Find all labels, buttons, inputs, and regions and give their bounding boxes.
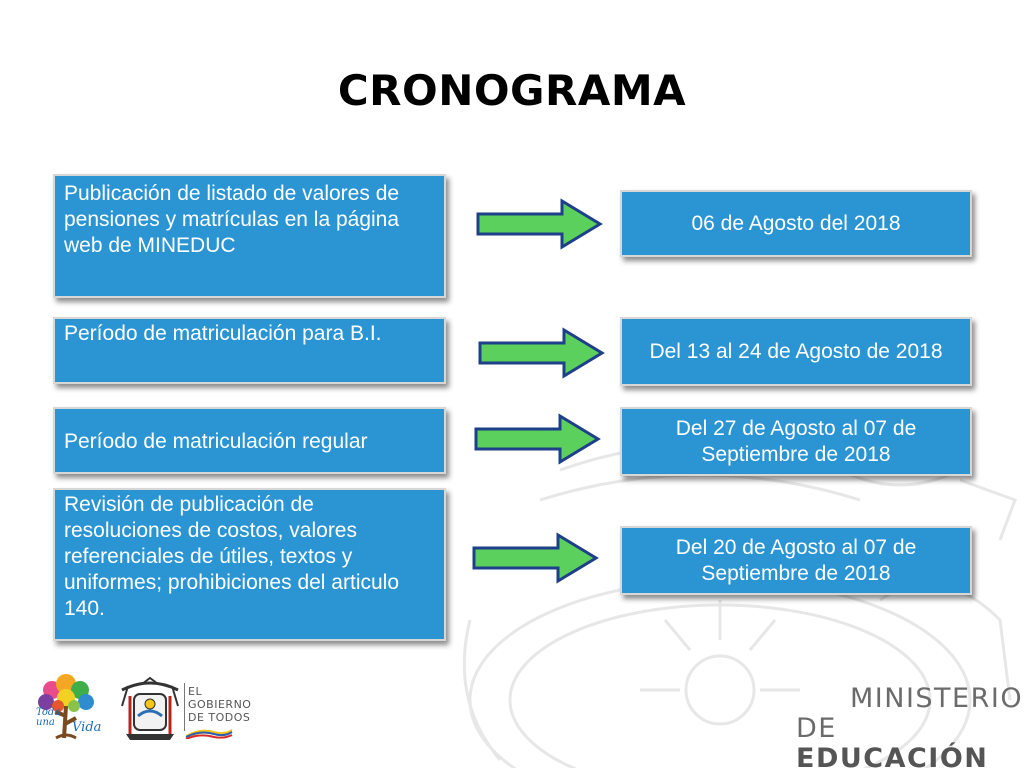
flag-ribbon-icon xyxy=(184,725,234,739)
gobierno-line-el: EL xyxy=(188,685,203,698)
date-box-2: Del 13 al 24 de Agosto de 2018 xyxy=(620,317,972,386)
arrow-right-icon xyxy=(476,327,608,379)
ministerio-de-text: DE xyxy=(796,713,837,744)
date-box-1: 06 de Agosto del 2018 xyxy=(620,190,972,257)
vida-text: Vida xyxy=(72,720,102,735)
divider xyxy=(184,683,185,731)
toda-text: Toda xyxy=(36,707,61,718)
ministerio-line-1: MINISTERIO xyxy=(850,683,1024,714)
toda-una-vida-logo xyxy=(30,672,102,744)
date-box-4: Del 20 de Agosto al 07 de Septiembre de 2018 xyxy=(620,526,972,595)
ministerio-line-2 xyxy=(796,714,1024,774)
coat-of-arms-icon xyxy=(118,676,182,744)
gobierno-line-gobierno: GOBIERNO xyxy=(188,698,252,711)
date-box-3: Del 27 de Agosto al 07 de Septiembre de 2018 xyxy=(620,407,972,476)
slide-title: CRONOGRAMA xyxy=(337,66,687,115)
ministerio-educacion-text: EDUCACIÓN xyxy=(796,743,989,774)
arrow-right-icon xyxy=(474,198,606,250)
arrow-right-icon xyxy=(472,413,604,465)
una-text: una xyxy=(36,717,55,728)
activity-box-4: Revisión de publicación de resoluciones de costos, valores referenciales de útiles, textos y uniformes; prohibiciones del articulo 140. xyxy=(53,488,446,641)
gobierno-line-de-todos: DE TODOS xyxy=(188,711,251,724)
arrow-right-icon xyxy=(470,532,602,584)
activity-box-3: Período de matriculación regular xyxy=(53,407,446,474)
activity-box-2: Período de matriculación para B.I. xyxy=(53,317,446,384)
activity-box-1: Publicación de listado de valores de pensiones y matrículas en la página web de MINEDUC xyxy=(53,174,446,298)
